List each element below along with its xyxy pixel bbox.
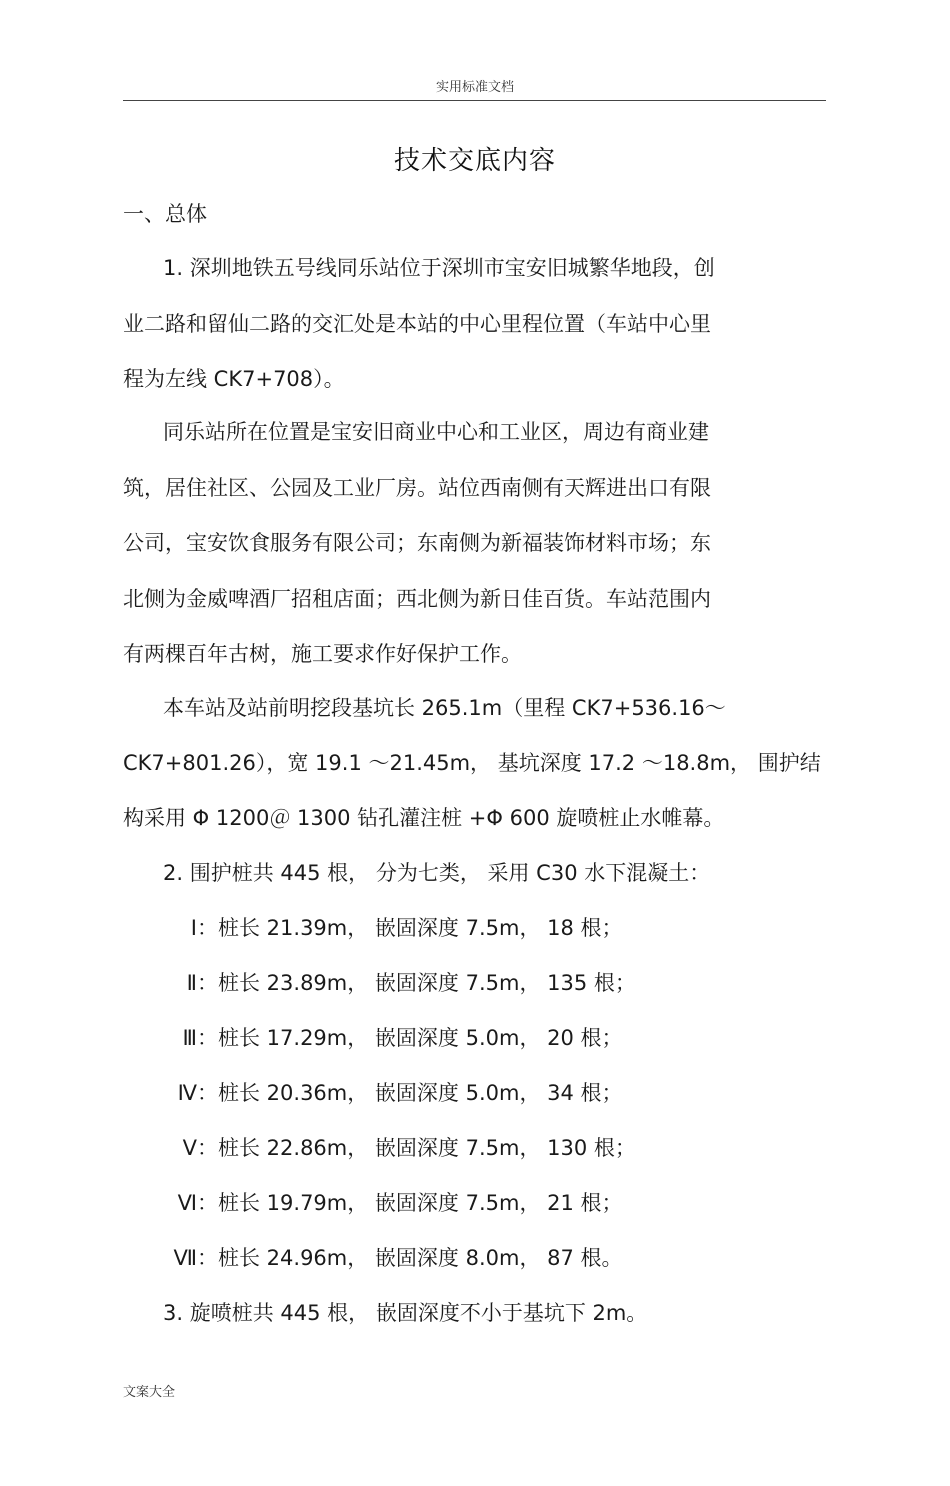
page-footer: 文案大全 [123,1385,176,1400]
paragraph-3-line-1: 本车站及站前明挖段基坑长 265.1m（里程 CK7+536.16～ [163,696,726,720]
pile-type-number: Ⅳ： [177,1081,218,1105]
paragraph-1-line-2: 业二路和留仙二路的交汇处是本站的中心里程位置（车站中心里 [123,312,711,336]
pile-type-description: 桩长 21.39m， 嵌固深度 7.5m， 18 根； [218,916,623,940]
pile-type-number: Ⅲ： [182,1026,218,1050]
pile-type-description: 桩长 17.29m， 嵌固深度 5.0m， 20 根； [218,1026,623,1050]
paragraph-2-line-2: 筑，居住社区、公园及工业厂房。站位西南侧有天辉进出口有限 [123,476,711,500]
paragraph-2-line-3: 公司，宝安饮食服务有限公司；东南侧为新福装饰材料市场；东 [123,531,711,555]
item-3-jet-grouting-piles: 3. 旋喷桩共 445 根， 嵌固深度不小于基坑下 2m。 [163,1301,648,1325]
paragraph-1-line-3: 程为左线 CK7+708）。 [123,367,345,391]
pile-type-number: Ⅱ： [186,971,218,995]
header-divider [123,100,826,101]
pile-type-number: Ⅵ： [177,1191,218,1215]
item-2-retaining-piles: 2. 围护桩共 445 根， 分为七类， 采用 C30 水下混凝土： [163,861,711,885]
pile-type-description: 桩长 24.96m， 嵌固深度 8.0m， 87 根。 [218,1246,623,1270]
document-title: 技术交底内容 [393,146,556,176]
pile-type-row [170,913,623,943]
pile-type-row [170,968,636,998]
paragraph-2-line-5: 有两棵百年古树，施工要求作好保护工作。 [123,642,522,666]
pile-type-number: Ⅶ： [173,1246,218,1270]
pile-type-row [170,1078,623,1108]
pile-type-number: Ⅴ： [182,1136,218,1160]
section-heading-overview: 一、总体 [123,202,207,226]
pile-type-row [170,1188,623,1218]
pile-type-description: 桩长 23.89m， 嵌固深度 7.5m， 135 根； [218,971,636,995]
pile-type-row [170,1243,623,1273]
paragraph-3-line-3: 构采用 Φ 1200＠ 1300 钻孔灌注桩 +Φ 600 旋喷桩止水帷幕。 [123,806,725,830]
pile-type-description: 桩长 19.79m， 嵌固深度 7.5m， 21 根； [218,1191,623,1215]
paragraph-3-line-2: CK7+801.26），宽 19.1 ～21.45m， 基坑深度 17.2 ～18.8m， 围护结 [123,751,821,775]
pile-type-number: Ⅰ： [190,916,218,940]
pile-type-row [170,1023,623,1053]
paragraph-2-line-4: 北侧为金威啤酒厂招租店面；西北侧为新日佳百货。车站范围内 [123,587,711,611]
pile-type-row [170,1133,636,1163]
paragraph-2-line-1: 同乐站所在位置是宝安旧商业中心和工业区，周边有商业建 [163,420,709,444]
pile-type-description: 桩长 22.86m， 嵌固深度 7.5m， 130 根； [218,1136,636,1160]
page-header: 实用标准文档 [435,80,514,95]
pile-type-description: 桩长 20.36m， 嵌固深度 5.0m， 34 根； [218,1081,623,1105]
paragraph-1-line-1: 1. 深圳地铁五号线同乐站位于深圳市宝安旧城繁华地段，创 [163,256,715,280]
